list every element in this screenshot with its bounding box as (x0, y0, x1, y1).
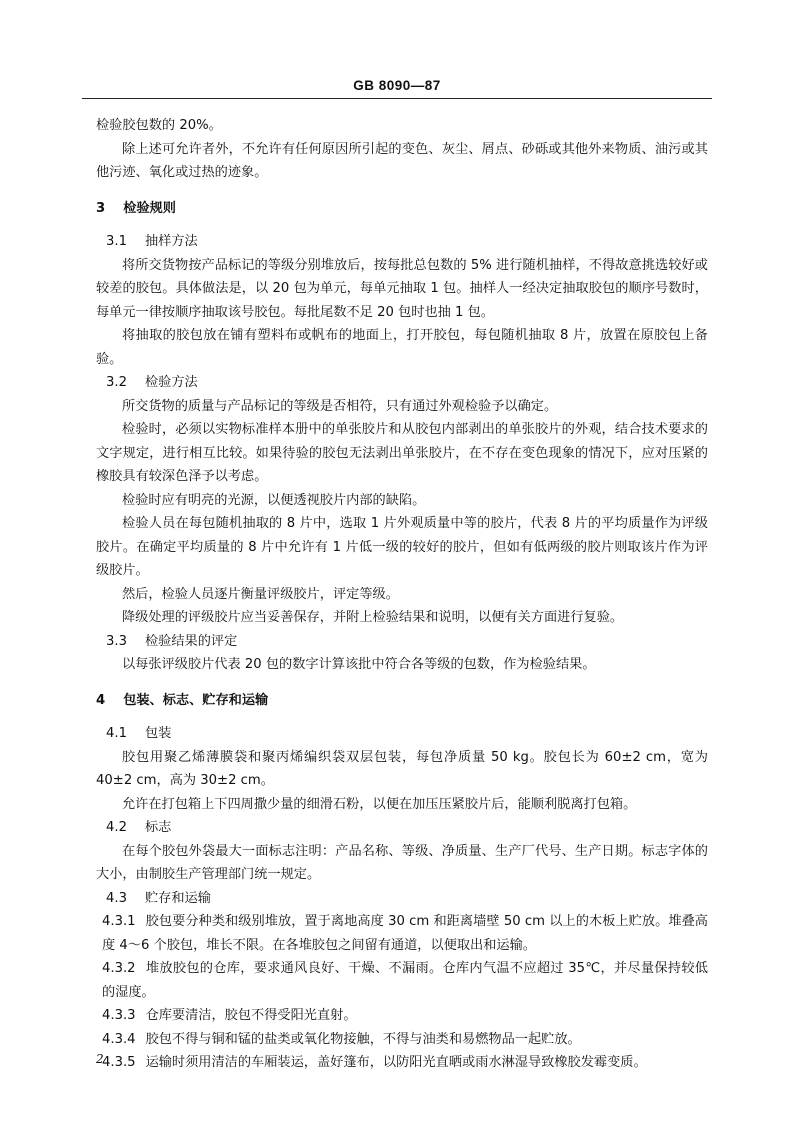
subsection-title: 检验结果的评定 (144, 633, 238, 649)
paragraph: 检验时，必须以实物标准样本册中的单张胶片和从胶包内部剥出的单张胶片的外观，结合技术要求的文字规定，进行相互比较。如果待验的胶包无法剥出单张胶片，在不存在变色现象的情况下，应对压紧的橡胶具有较深色泽予以考虑。 (96, 422, 708, 484)
subsection-number: 4.3 (106, 890, 127, 906)
clause (96, 1028, 708, 1052)
header-rule (82, 98, 712, 99)
paragraph: 将所交货物按产品标记的等级分别堆放后，按每批总包数的 5% 进行随机抽样，不得故意挑选较好或较差的胶包。具体做法是，以 20 包为单元，每单元抽取 1 包。抽样人一经决定抽取胶包的顺序号数时，每单元一律按顺序抽取该号胶包。每批尾数不足 20 包时也抽 1 包。 (96, 257, 708, 320)
subsection-number: 3.2 (106, 375, 127, 390)
subsection-title: 贮存和运输 (144, 890, 211, 906)
clause-text: 胶包要分种类和级别堆放，置于离地高度 30 cm 和距离墙壁 50 cm 以上的木板上贮放。堆叠高度 4～6 个胶包，堆长不限。在各堆胶包之间留有通道，以便取出和运输。 (102, 914, 708, 953)
clause-text: 仓库要清洁，胶包不得受阳光直射。 (145, 1008, 357, 1023)
paragraph: 除上述可允许者外，不允许有任何原因所引起的变色、灰尘、屑点、砂砾或其他外来物质、油污或其他污迹、氧化或过热的迹象。 (96, 141, 708, 180)
subsection-heading (96, 722, 708, 746)
clause (96, 910, 708, 957)
paragraph: 允许在打包箱上下四周撒少量的细滑石粉，以便在加压压紧胶片后，能顺利脱离打包箱。 (122, 796, 637, 812)
subsection-heading (96, 371, 708, 395)
subsection-number: 4.1 (106, 726, 127, 741)
subsection-number: 3.3 (106, 633, 127, 649)
clause (96, 1051, 708, 1075)
clause-number: 4.3.5 (102, 1055, 136, 1070)
subsection-heading (96, 816, 708, 840)
clause (96, 1004, 708, 1028)
subsection-number: 3.1 (106, 234, 127, 249)
section-heading (96, 689, 708, 713)
paragraph: 然后，检验人员逐片衡量评级胶片，评定等级。 (122, 586, 399, 602)
paragraph: 胶包用聚乙烯薄膜袋和聚丙烯编织袋双层包装，每包净质量 50 kg。胶包长为 60±2 cm，宽为 40±2 cm，高为 30±2 cm。 (96, 749, 708, 788)
subsection-title: 标志 (144, 820, 172, 835)
paragraph: 检验胶包数的 20%。 (96, 118, 222, 133)
paragraph: 在每个胶包外袋最大一面标志注明：产品名称、等级、净质量、生产厂代号、生产日期。标志字体的大小，由制胶生产管理部门统一规定。 (96, 843, 708, 882)
clause-text: 堆放胶包的仓库，要求通风良好、干燥、不漏雨。仓库内气温不应超过 35℃，并尽量保持较低的湿度。 (102, 961, 708, 1000)
clause-text: 运输时须用清洁的车厢装运，盖好篷布，以防阳光直晒或雨水淋湿导致橡胶发霉变质。 (145, 1055, 647, 1070)
subsection-heading (96, 630, 708, 654)
document-body (96, 114, 708, 1075)
clause-number: 4.3.2 (102, 961, 136, 976)
standard-code-header: GB 8090—87 (353, 78, 441, 93)
section-title: 检验规则 (123, 200, 176, 216)
section-number: 4 (96, 692, 106, 708)
clause (96, 957, 708, 1004)
paragraph: 将抽取的胶包放在铺有塑料布或帆布的地面上，打开胶包，每包随机抽取 8 片，放置在原胶包上备验。 (96, 328, 708, 367)
paragraph: 检验人员在每包随机抽取的 8 片中，选取 1 片外观质量中等的胶片，代表 8 片的平均质量作为评级胶片。在确定平均质量的 8 片中允许有 1 片低一级的较好的胶片，但如有低两级的胶片则取该片作为评级胶片。 (96, 516, 708, 578)
clause-number: 4.3.3 (102, 1008, 136, 1023)
subsection-heading (96, 230, 708, 254)
subsection-number: 4.2 (106, 820, 127, 835)
section-number: 3 (96, 200, 106, 216)
paragraph: 以每张评级胶片代表 20 包的数字计算该批中符合各等级的包数，作为检验结果。 (122, 657, 596, 672)
clause-text: 胶包不得与铜和锰的盐类或氧化物接触，不得与油类和易燃物品一起贮放。 (145, 1031, 581, 1047)
page-number: 2 (96, 1052, 104, 1066)
subsection-title: 包装 (144, 726, 172, 741)
clause-number: 4.3.1 (102, 914, 136, 929)
section-title: 包装、标志、贮存和运输 (123, 692, 269, 708)
clause-number: 4.3.4 (102, 1031, 136, 1047)
subsection-heading (96, 887, 708, 911)
subsection-title: 抽样方法 (144, 234, 198, 249)
paragraph: 所交货物的质量与产品标记的等级是否相符，只有通过外观检验予以确定。 (122, 398, 558, 414)
subsection-title: 检验方法 (144, 375, 198, 390)
section-heading (96, 197, 708, 221)
paragraph: 降级处理的评级胶片应当妥善保存，并附上检验结果和说明，以便有关方面进行复验。 (122, 610, 624, 625)
paragraph: 检验时应有明亮的光源，以便透视胶片内部的缺陷。 (122, 492, 426, 508)
